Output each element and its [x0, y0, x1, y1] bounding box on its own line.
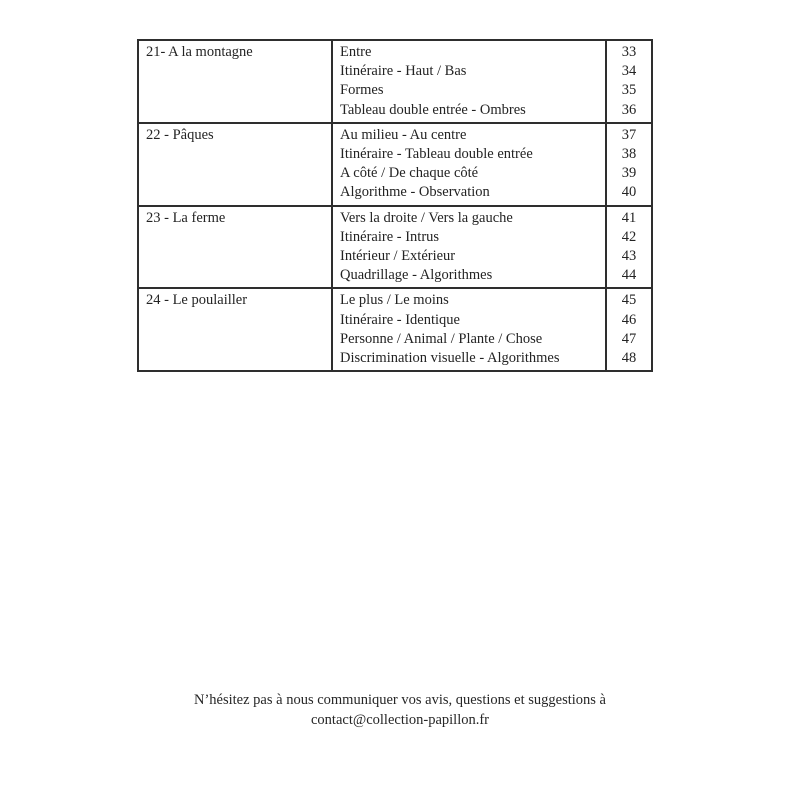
toc-item-page: 42 [621, 228, 637, 245]
section-items-cell [332, 288, 606, 371]
table-row [138, 123, 652, 206]
toc-item-label: Formes [340, 82, 384, 99]
section-items-cell [332, 123, 606, 206]
toc-item-page: 44 [621, 267, 637, 284]
toc-item-page: 39 [621, 165, 637, 182]
section-items-cell [332, 206, 606, 289]
section-title: 24 - Le poulailler [146, 292, 248, 309]
section-title-cell [138, 206, 332, 289]
toc-item-page: 46 [621, 311, 637, 328]
toc-item-page: 38 [621, 146, 637, 163]
toc-item-label: Personne / Animal / Plante / Chose [340, 330, 543, 347]
section-pages-cell [606, 40, 652, 123]
toc-item-label: A côté / De chaque côté [340, 165, 479, 182]
toc-item-label: Discrimination visuelle - Algorithmes [340, 350, 560, 367]
toc-item-label: Le plus / Le moins [340, 292, 449, 309]
toc-item-label: Itinéraire - Haut / Bas [340, 63, 467, 80]
section-title-cell [138, 40, 332, 123]
contact-note [0, 691, 800, 730]
table-of-contents [137, 39, 653, 372]
toc-item-label: Vers la droite / Vers la gauche [340, 209, 513, 226]
section-title: 21- A la montagne [146, 44, 253, 60]
toc-item-label: Intérieur / Extérieur [340, 248, 456, 265]
toc-item-page: 37 [621, 126, 637, 143]
toc-item-label: Itinéraire - Identique [340, 311, 460, 328]
table-row [138, 288, 652, 371]
toc-item-page: 35 [621, 82, 637, 99]
section-pages-cell [606, 288, 652, 371]
toc-item-label: Algorithme - Observation [340, 184, 490, 201]
section-title: 23 - La ferme [146, 209, 226, 226]
contact-email: contact@collection-papillon.fr [310, 711, 490, 728]
toc-item-page: 47 [621, 330, 637, 347]
contact-note-text: N’hésitez pas à nous communiquer vos avis, questions et suggestions à [194, 692, 606, 708]
section-items-cell [332, 40, 606, 123]
toc-item-page: 40 [621, 184, 637, 201]
toc-item-page: 36 [621, 101, 637, 118]
toc-item-page: 34 [621, 63, 637, 80]
toc-item-label: Tableau double entrée - Ombres [340, 101, 526, 118]
toc-item-label: Itinéraire - Tableau double entrée [340, 146, 533, 163]
section-pages-cell [606, 206, 652, 289]
toc-item-label: Au milieu - Au centre [340, 126, 467, 143]
toc-item-page: 48 [621, 350, 637, 367]
section-title: 22 - Pâques [146, 126, 214, 143]
toc-item-page: 45 [621, 292, 637, 309]
section-title-cell [138, 123, 332, 206]
toc-item-page: 33 [621, 44, 637, 60]
table-row [138, 40, 652, 123]
toc-item-page: 41 [621, 209, 637, 226]
toc-item-label: Quadrillage - Algorithmes [340, 267, 493, 284]
section-title-cell [138, 288, 332, 371]
section-pages-cell [606, 123, 652, 206]
toc-item-page: 43 [621, 248, 637, 265]
table-row [138, 206, 652, 289]
toc-item-label: Itinéraire - Intrus [340, 228, 440, 245]
toc-item-label: Entre [340, 44, 372, 60]
